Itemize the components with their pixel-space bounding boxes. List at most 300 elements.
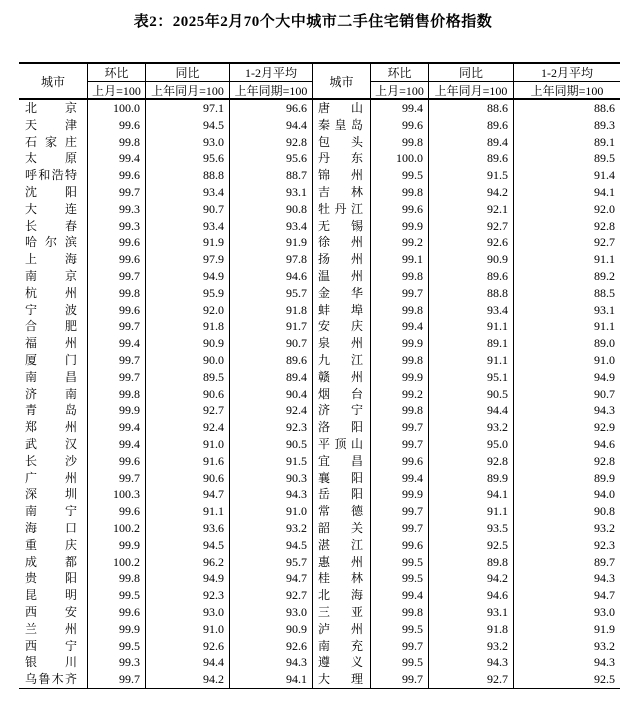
yoy-cell-left: 90.6: [146, 386, 230, 403]
city-cell-right: [313, 520, 371, 537]
avg-cell-right: 89.5: [594, 151, 615, 166]
city-char: 郑: [25, 420, 38, 435]
city-char: 济: [318, 403, 331, 418]
table-row: [19, 268, 620, 285]
mom-cell-left: 99.9: [88, 402, 146, 419]
mom-cell-right: 99.2: [371, 386, 429, 403]
avg-cell-right: 92.8: [594, 218, 615, 233]
city-char: 林: [350, 571, 363, 586]
mom-cell-right: 99.9: [371, 218, 429, 235]
city-cell-left: [19, 318, 88, 335]
yoy-cell-right: 93.2: [429, 419, 514, 436]
yoy-cell-right: 89.8: [429, 554, 514, 571]
mom-cell-left: 99.4: [88, 335, 146, 352]
yoy-cell-left: 92.6: [146, 638, 230, 655]
city-cell-right: [313, 201, 371, 218]
avg-cell-right: 94.1: [594, 184, 615, 199]
avg-cell-left: 97.8: [230, 251, 313, 268]
mom-cell-left: 99.6: [88, 604, 146, 621]
city-char: 州: [64, 336, 77, 351]
city-cell-left: [19, 234, 88, 251]
city-cell-left: [19, 671, 88, 688]
city-cell-left: [19, 302, 88, 319]
city-char: 岛: [64, 403, 77, 418]
header-city-left: 城市: [19, 64, 88, 98]
city-char: 大: [25, 201, 38, 216]
city-char: 京: [64, 268, 77, 283]
mom-cell-left: 99.3: [88, 218, 146, 235]
city-char: 家: [44, 134, 57, 149]
avg-cell-left: 92.6: [230, 638, 313, 655]
mom-cell-left: 100.0: [88, 100, 146, 117]
city-char: 岳: [318, 487, 331, 502]
yoy-cell-right: 94.2: [429, 184, 514, 201]
city-cell-right: [313, 654, 371, 671]
city-char: 长: [25, 218, 38, 233]
table-row: [19, 251, 620, 268]
city-char: 广: [25, 470, 38, 485]
city-char: 宁: [25, 302, 38, 317]
header-mom-left: 环比: [88, 64, 146, 81]
table-row: [19, 621, 620, 638]
city-char: 北: [25, 101, 38, 115]
mom-cell-left: 99.6: [88, 453, 146, 470]
city-char: 沈: [25, 184, 38, 199]
table-row: [19, 503, 620, 520]
city-char: 圳: [64, 487, 77, 502]
city-cell-left: [19, 201, 88, 218]
city-char: 青: [25, 403, 38, 418]
city-cell-left: [19, 587, 88, 604]
yoy-cell-left: 91.0: [146, 436, 230, 453]
city-char: 和: [38, 168, 51, 183]
mom-cell-left: 99.8: [88, 570, 146, 587]
city-char: 遵: [318, 655, 331, 670]
city-char: 浩: [51, 168, 64, 183]
avg-cell-left: 89.6: [230, 352, 313, 369]
avg-cell-right: 94.3: [594, 403, 615, 418]
yoy-cell-left: 94.4: [146, 654, 230, 671]
city-char: 滨: [64, 235, 77, 250]
mom-cell-right: 99.9: [371, 369, 429, 386]
avg-cell-left: 94.3: [230, 654, 313, 671]
table-row: [19, 520, 620, 537]
city-char: 重: [25, 537, 38, 552]
city-char: 岛: [350, 117, 363, 132]
avg-cell-right: 94.9: [594, 369, 615, 384]
table-row: [19, 285, 620, 302]
yoy-cell-right: 89.4: [429, 134, 514, 151]
city-char: 山: [350, 436, 363, 451]
yoy-cell-left: 93.4: [146, 218, 230, 235]
yoy-cell-left: 95.6: [146, 150, 230, 167]
yoy-cell-left: 93.0: [146, 604, 230, 621]
city-char: 天: [25, 117, 38, 132]
city-char: 南: [318, 638, 331, 653]
table-row: [19, 134, 620, 151]
city-char: 连: [64, 201, 77, 216]
city-char: 关: [350, 520, 363, 535]
city-cell-left: [19, 369, 88, 386]
city-char: 州: [350, 268, 363, 283]
mom-cell-right: 99.7: [371, 419, 429, 436]
mom-cell-right: 99.7: [371, 436, 429, 453]
city-char: 尔: [44, 235, 57, 250]
mom-cell-right: 99.8: [371, 184, 429, 201]
city-char: 洛: [318, 420, 331, 435]
city-char: 南: [25, 268, 38, 283]
city-char: 头: [350, 134, 363, 149]
city-char: 平: [318, 436, 331, 451]
city-char: 庆: [64, 537, 77, 552]
yoy-cell-right: 92.1: [429, 201, 514, 218]
avg-cell-left: 89.4: [230, 369, 313, 386]
city-char: 州: [350, 168, 363, 183]
avg-cell-right: 89.2: [594, 268, 615, 283]
mom-cell-right: 99.7: [371, 520, 429, 537]
city-char: 呼: [25, 168, 38, 183]
table-row: [19, 453, 620, 470]
yoy-cell-left: 93.6: [146, 520, 230, 537]
mom-cell-left: 99.4: [88, 436, 146, 453]
mom-cell-right: 99.8: [371, 604, 429, 621]
city-char: 西: [25, 638, 38, 653]
city-char: 昌: [64, 369, 77, 384]
city-char: 北: [318, 588, 331, 603]
yoy-cell-left: 93.0: [146, 134, 230, 151]
table-header: [19, 64, 620, 100]
city-char: 乌: [25, 672, 38, 687]
city-cell-left: [19, 570, 88, 587]
subheader-avg-right: 上年同期=100: [514, 81, 620, 98]
city-char: 宁: [64, 504, 77, 519]
city-char: 州: [64, 285, 77, 300]
mom-cell-left: 99.6: [88, 302, 146, 319]
city-cell-left: [19, 621, 88, 638]
mom-cell-right: 100.0: [371, 150, 429, 167]
city-char: 江: [350, 537, 363, 552]
city-char: 东: [350, 151, 363, 166]
mom-cell-left: 99.3: [88, 654, 146, 671]
avg-cell-left: 93.1: [230, 184, 313, 201]
yoy-cell-right: 91.5: [429, 167, 514, 184]
mom-cell-right: 99.7: [371, 638, 429, 655]
city-char: 安: [64, 604, 77, 619]
city-cell-right: [313, 285, 371, 302]
mom-cell-left: 99.4: [88, 419, 146, 436]
table-row: [19, 218, 620, 235]
yoy-cell-left: 96.2: [146, 554, 230, 571]
avg-cell-right: 90.8: [594, 504, 615, 519]
city-char: 州: [64, 621, 77, 636]
yoy-cell-right: 91.1: [429, 318, 514, 335]
city-char: 阳: [350, 487, 363, 502]
avg-cell-left: 94.3: [230, 486, 313, 503]
city-cell-left: [19, 436, 88, 453]
city-char: 吉: [318, 184, 331, 199]
yoy-cell-right: 92.7: [429, 218, 514, 235]
mom-cell-right: 99.8: [371, 402, 429, 419]
subheader-avg-left: 上年同期=100: [230, 81, 313, 98]
avg-cell-left: 90.8: [230, 201, 313, 218]
city-char: 深: [25, 487, 38, 502]
city-char: 阳: [64, 184, 77, 199]
city-char: 门: [64, 352, 77, 367]
city-char: 海: [64, 252, 77, 267]
city-cell-left: [19, 654, 88, 671]
yoy-cell-left: 90.0: [146, 352, 230, 369]
yoy-cell-right: 91.1: [429, 352, 514, 369]
avg-cell-right: 94.3: [594, 655, 615, 670]
avg-cell-left: 93.0: [230, 604, 313, 621]
city-cell-right: [313, 268, 371, 285]
city-char: 德: [350, 504, 363, 519]
city-cell-right: [313, 167, 371, 184]
header-city-right: 城市: [313, 64, 371, 98]
avg-cell-left: 94.7: [230, 570, 313, 587]
yoy-cell-right: 89.1: [429, 335, 514, 352]
avg-cell-right: 92.7: [594, 235, 615, 250]
header-avg-left: 1-2月平均: [230, 64, 313, 81]
avg-cell-right: 90.7: [594, 386, 615, 401]
table-row: [19, 671, 620, 688]
avg-cell-left: 93.4: [230, 218, 313, 235]
city-char: 春: [64, 218, 77, 233]
yoy-cell-left: 90.6: [146, 470, 230, 487]
table-row: [19, 352, 620, 369]
avg-cell-right: 89.0: [594, 336, 615, 351]
table-row: [19, 117, 620, 134]
table-row: [19, 604, 620, 621]
city-char: 理: [350, 672, 363, 687]
mom-cell-right: 99.7: [371, 285, 429, 302]
city-char: 海: [350, 588, 363, 603]
table-row: [19, 470, 620, 487]
city-cell-right: [313, 352, 371, 369]
city-char: 皇: [334, 117, 347, 132]
table-row: [19, 436, 620, 453]
mom-cell-left: 99.7: [88, 184, 146, 201]
table-row: [19, 201, 620, 218]
city-char: 亚: [350, 604, 363, 619]
avg-cell-left: 91.8: [230, 302, 313, 319]
yoy-cell-right: 94.4: [429, 402, 514, 419]
city-char: 州: [64, 470, 77, 485]
city-cell-right: [313, 150, 371, 167]
city-cell-right: [313, 386, 371, 403]
avg-cell-left: 93.2: [230, 520, 313, 537]
city-cell-left: [19, 184, 88, 201]
mom-cell-left: 99.5: [88, 587, 146, 604]
avg-cell-left: 90.5: [230, 436, 313, 453]
city-char: 秦: [318, 117, 331, 132]
avg-cell-left: 90.7: [230, 335, 313, 352]
table-title: 表2：2025年2月70个大中城市二手住宅销售价格指数: [133, 14, 493, 30]
yoy-cell-right: 95.0: [429, 436, 514, 453]
yoy-cell-left: 89.5: [146, 369, 230, 386]
avg-cell-right: 92.0: [594, 201, 615, 216]
avg-cell-left: 90.3: [230, 470, 313, 487]
city-cell-right: [313, 419, 371, 436]
mom-cell-left: 100.2: [88, 554, 146, 571]
city-char: 襄: [318, 470, 331, 485]
table-row: [19, 167, 620, 184]
yoy-cell-right: 93.2: [429, 638, 514, 655]
mom-cell-right: 99.4: [371, 587, 429, 604]
mom-cell-left: 99.8: [88, 134, 146, 151]
avg-cell-left: 95.6: [230, 150, 313, 167]
subheader-mom-right: 上月=100: [371, 81, 429, 98]
mom-cell-right: 99.4: [371, 470, 429, 487]
city-char: 阳: [350, 470, 363, 485]
city-cell-left: [19, 604, 88, 621]
city-char: 扬: [318, 252, 331, 267]
subheader-yoy-left: 上年同月=100: [146, 81, 230, 98]
avg-cell-right: 92.3: [594, 537, 615, 552]
avg-cell-right: 91.9: [594, 621, 615, 636]
yoy-cell-left: 91.9: [146, 234, 230, 251]
city-char: 牡: [318, 201, 331, 216]
mom-cell-left: 99.7: [88, 268, 146, 285]
mom-cell-right: 99.8: [371, 268, 429, 285]
city-cell-left: [19, 352, 88, 369]
city-cell-right: [313, 234, 371, 251]
city-cell-right: [313, 318, 371, 335]
avg-cell-right: 91.1: [594, 319, 615, 334]
avg-cell-left: 91.5: [230, 453, 313, 470]
yoy-cell-right: 89.9: [429, 470, 514, 487]
city-char: 泸: [318, 621, 331, 636]
mom-cell-right: 99.6: [371, 537, 429, 554]
city-char: 江: [350, 352, 363, 367]
yoy-cell-right: 92.7: [429, 671, 514, 688]
avg-cell-left: 92.3: [230, 419, 313, 436]
city-cell-right: [313, 453, 371, 470]
city-cell-right: [313, 671, 371, 688]
city-char: 阳: [64, 571, 77, 586]
yoy-cell-right: 94.2: [429, 570, 514, 587]
city-cell-right: [313, 134, 371, 151]
yoy-cell-right: 92.5: [429, 537, 514, 554]
table-row: [19, 402, 620, 419]
mom-cell-left: 99.7: [88, 671, 146, 688]
yoy-cell-left: 94.7: [146, 486, 230, 503]
yoy-cell-right: 92.8: [429, 453, 514, 470]
city-cell-right: [313, 218, 371, 235]
avg-cell-right: 91.0: [594, 352, 615, 367]
city-char: 都: [64, 554, 77, 569]
city-char: 锦: [318, 168, 331, 183]
city-char: 昆: [25, 588, 38, 603]
city-cell-left: [19, 638, 88, 655]
city-cell-left: [19, 453, 88, 470]
city-char: 台: [350, 386, 363, 401]
city-cell-left: [19, 520, 88, 537]
mom-cell-left: 99.6: [88, 167, 146, 184]
yoy-cell-right: 94.3: [429, 654, 514, 671]
yoy-cell-left: 95.9: [146, 285, 230, 302]
avg-cell-left: 94.1: [230, 671, 313, 688]
table-row: [19, 318, 620, 335]
yoy-cell-left: 90.7: [146, 201, 230, 218]
yoy-cell-right: 94.6: [429, 587, 514, 604]
city-char: 韶: [318, 520, 331, 535]
mom-cell-left: 99.6: [88, 234, 146, 251]
city-char: 三: [318, 604, 331, 619]
avg-cell-left: 96.6: [230, 100, 313, 117]
table-row: [19, 234, 620, 251]
yoy-cell-right: 88.8: [429, 285, 514, 302]
city-char: 州: [350, 252, 363, 267]
avg-cell-right: 94.3: [594, 571, 615, 586]
yoy-cell-left: 92.3: [146, 587, 230, 604]
city-cell-left: [19, 285, 88, 302]
city-char: 常: [318, 504, 331, 519]
yoy-cell-left: 94.9: [146, 570, 230, 587]
avg-cell-left: 94.4: [230, 117, 313, 134]
city-cell-right: [313, 369, 371, 386]
mom-cell-right: 99.7: [371, 671, 429, 688]
mom-cell-right: 99.4: [371, 100, 429, 117]
city-char: 金: [318, 285, 331, 300]
city-char: 安: [318, 319, 331, 334]
city-char: 桂: [318, 571, 331, 586]
avg-cell-right: 88.6: [594, 101, 615, 115]
yoy-cell-right: 89.6: [429, 150, 514, 167]
city-char: 昌: [350, 453, 363, 468]
mom-cell-left: 99.9: [88, 537, 146, 554]
avg-cell-right: 89.1: [594, 134, 615, 149]
table-row: [19, 587, 620, 604]
city-cell-left: [19, 150, 88, 167]
mom-cell-right: 99.9: [371, 335, 429, 352]
city-char: 州: [64, 420, 77, 435]
yoy-cell-right: 89.6: [429, 117, 514, 134]
table-row: [19, 369, 620, 386]
yoy-cell-left: 94.5: [146, 537, 230, 554]
city-char: 合: [25, 319, 38, 334]
yoy-cell-right: 91.1: [429, 503, 514, 520]
city-char: 成: [25, 554, 38, 569]
yoy-cell-left: 93.4: [146, 184, 230, 201]
city-char: 大: [318, 672, 331, 687]
yoy-cell-left: 94.2: [146, 671, 230, 688]
city-char: 特: [64, 168, 77, 183]
mom-cell-right: 99.8: [371, 352, 429, 369]
avg-cell-right: 88.5: [594, 285, 615, 300]
mom-cell-right: 99.5: [371, 570, 429, 587]
city-cell-left: [19, 419, 88, 436]
avg-cell-right: 89.9: [594, 470, 615, 485]
city-char: 银: [25, 655, 38, 670]
city-cell-right: [313, 100, 371, 117]
city-cell-right: [313, 302, 371, 319]
mom-cell-left: 99.7: [88, 369, 146, 386]
mom-cell-left: 99.9: [88, 621, 146, 638]
yoy-cell-right: 90.5: [429, 386, 514, 403]
mom-cell-left: 99.6: [88, 503, 146, 520]
yoy-cell-left: 88.8: [146, 167, 230, 184]
mom-cell-right: 99.5: [371, 167, 429, 184]
city-char: 西: [25, 604, 38, 619]
city-cell-right: [313, 604, 371, 621]
yoy-cell-left: 97.9: [146, 251, 230, 268]
city-char: 厦: [25, 352, 38, 367]
city-char: 南: [25, 369, 38, 384]
city-cell-left: [19, 470, 88, 487]
city-char: 赣: [318, 369, 331, 384]
yoy-cell-left: 92.4: [146, 419, 230, 436]
